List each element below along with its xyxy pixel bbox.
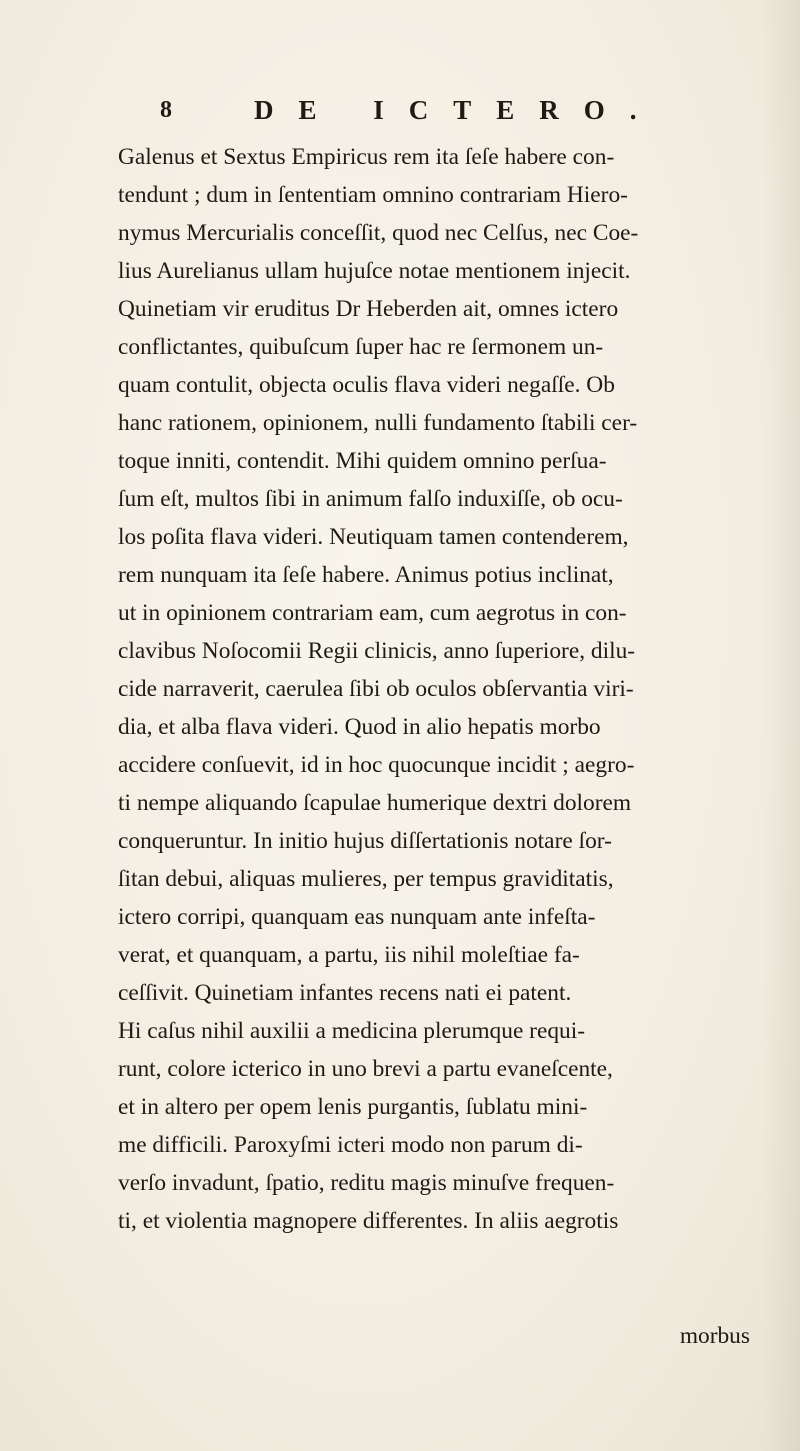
page-number: 8 xyxy=(160,97,172,123)
text-line: toque inniti, contendit. Mihi quidem omnino perſua- xyxy=(118,448,607,474)
page-edge-shadow xyxy=(762,0,800,1451)
text-line: verſo invadunt, ſpatio, reditu magis minuſve frequen- xyxy=(118,1170,615,1196)
text-line: et in altero per opem lenis purgantis, ſublatu mini- xyxy=(118,1094,588,1120)
page-header xyxy=(160,90,660,130)
text-line: ti, et violentia magnopere differentes. In aliis aegrotis xyxy=(118,1208,619,1234)
text-line: dia, et alba flava videri. Quod in alio hepatis morbo xyxy=(118,714,601,740)
text-line: ſum eſt, multos ſibi in animum falſo induxiſſe, ob ocu- xyxy=(118,486,623,512)
text-line: me difficili. Paroxyſmi icteri modo non parum di- xyxy=(118,1132,583,1158)
text-line: ictero corripi, quanquam eas nunquam ante infeſta- xyxy=(118,904,596,930)
text-line: ut in opinionem contrariam eam, cum aegrotus in con- xyxy=(118,600,627,626)
text-line: conflictantes, quibuſcum ſuper hac re ſermonem un- xyxy=(118,334,604,360)
text-line: Galenus et Sextus Empiricus rem ita ſeſe habere con- xyxy=(118,144,615,170)
text-line: nymus Mercurialis conceſſit, quod nec Celſus, nec Coe- xyxy=(118,220,639,246)
text-line: ceſſivit. Quinetiam infantes recens nati ei patent. xyxy=(118,980,572,1006)
text-line: hanc rationem, opinionem, nulli fundamento ſtabili cer- xyxy=(118,410,638,436)
text-line: ti nempe aliquando ſcapulae humerique dextri dolorem xyxy=(118,790,632,816)
text-line: tendunt ; dum in ſententiam omnino contrariam Hiero- xyxy=(118,182,628,208)
text-line: quam contulit, objecta oculis flava videri negaſſe. Ob xyxy=(118,372,615,398)
text-line: clavibus Noſocomii Regii clinicis, anno ſuperiore, dilu- xyxy=(118,638,636,664)
text-line: los poſita flava videri. Neutiquam tamen contenderem, xyxy=(118,524,629,550)
text-line: ſitan debui, aliquas mulieres, per tempus graviditatis, xyxy=(118,866,614,892)
text-line: runt, colore icterico in uno brevi a partu evaneſcente, xyxy=(118,1056,613,1082)
text-line: accidere conſuevit, id in hoc quocunque incidit ; aegro- xyxy=(118,752,635,778)
text-line: verat, et quanquam, a partu, iis nihil moleſtiae fa- xyxy=(118,942,580,968)
text-line: conqueruntur. In initio hujus diſſertationis notare ſor- xyxy=(118,828,612,854)
text-line: lius Aurelianus ullam hujuſce notae mentionem injecit. xyxy=(118,258,631,284)
running-title: DE ICTERO. xyxy=(254,95,662,125)
text-line: cide narraverit, caerulea ſibi ob oculos obſervantia viri- xyxy=(118,676,634,702)
catchword: morbus xyxy=(679,1323,750,1349)
text-line: Hi caſus nihil auxilii a medicina plerumque requi- xyxy=(118,1018,586,1044)
text-line: Quinetiam vir eruditus Dr Heberden ait, omnes ictero xyxy=(118,296,619,322)
text-line: rem nunquam ita ſeſe habere. Animus potius inclinat, xyxy=(118,562,614,588)
